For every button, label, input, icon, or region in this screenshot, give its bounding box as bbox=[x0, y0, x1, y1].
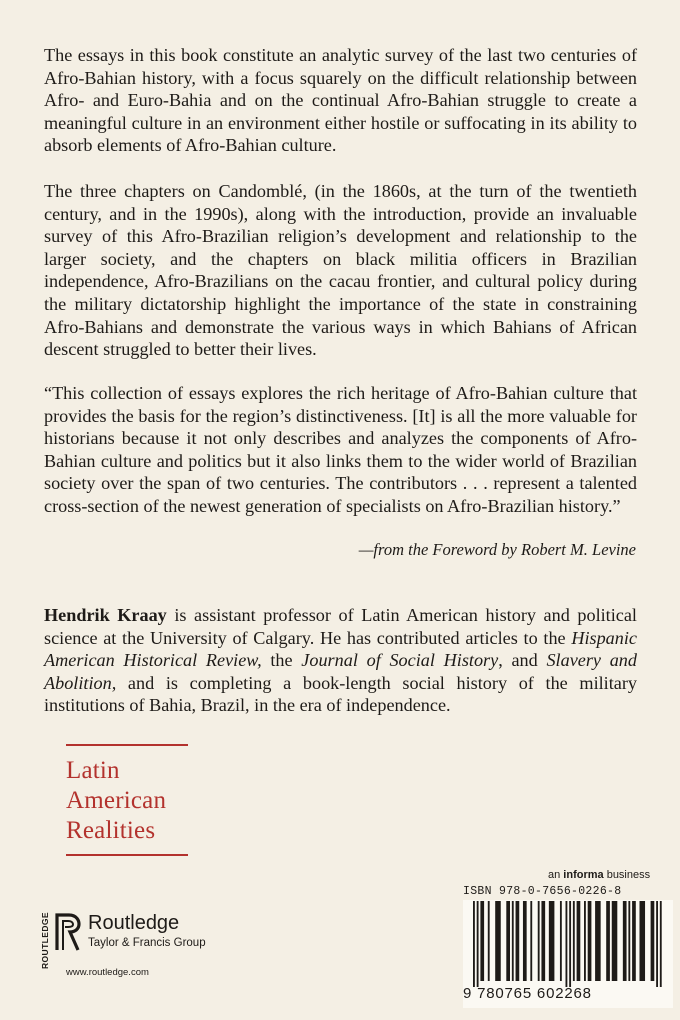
barcode-bar bbox=[640, 901, 646, 981]
barcode-bar bbox=[473, 901, 475, 987]
foreword-quote: “This collection of essays explores the rich heritage of Afro-Bahian culture that provides the basis for the region’s distinctiveness. [It] is all the more valuable for historians because it not only describes and analyzes the components of Afro-Bahian culture and politics but it also links them to the wider world of Brazilian society over the span of two centuries. The contributors . . . represent a talented cross-section of the newest generation of specialists on Afro-Brazilian history.” bbox=[44, 383, 637, 516]
barcode-bar bbox=[656, 901, 658, 987]
barcode-icon bbox=[463, 901, 673, 991]
barcode-bar bbox=[573, 901, 575, 981]
barcode-bar bbox=[495, 901, 501, 981]
barcode-bar bbox=[477, 901, 479, 987]
barcode-bar bbox=[541, 901, 545, 981]
barcode-bar bbox=[660, 901, 662, 987]
series-line-1: Latin bbox=[66, 757, 120, 784]
informa-pre: an bbox=[548, 869, 564, 881]
informa-tagline bbox=[548, 869, 650, 881]
publisher-vertical-mark: ROUTLEDGE bbox=[40, 912, 50, 970]
barcode-bar bbox=[651, 901, 655, 981]
barcode-bar bbox=[628, 901, 630, 981]
barcode-bar bbox=[480, 901, 484, 981]
barcode-digits: 9 780765 602268 bbox=[463, 985, 592, 1002]
author-bio-text-2: the bbox=[261, 650, 302, 671]
barcode-bar bbox=[488, 901, 490, 981]
description-paragraph-2: The three chapters on Candomblé, (in the 1860s, at the turn of the twentieth century, and in the 1990s), along with the introduction, provide an invaluable survey of this Afro-Brazilian religion’s development and relationship to the larger society, and the chapters on black militia officers in Brazilian independence, Afro-Brazilians on the cacau frontier, and cultural policy during the military dictatorship highlight the importance of the state in constraining Afro-Bahians and demonstrate the various ways in which Bahians of African descent struggled to better their lives. bbox=[44, 181, 637, 360]
journal-title-3: Slavery and Abolition, bbox=[44, 650, 637, 693]
informa-brand: informa bbox=[563, 869, 604, 881]
barcode-bar bbox=[549, 901, 555, 981]
barcode-bar bbox=[566, 901, 568, 987]
author-bio-text-1: is assistant professor of Latin American history and political science at the University of Calgary. He has contributed articles to the bbox=[44, 605, 637, 648]
barcode-bar bbox=[569, 901, 571, 987]
publisher-group: Taylor & Francis Group bbox=[88, 937, 206, 949]
barcode-bars bbox=[463, 901, 673, 987]
barcode-bar bbox=[632, 901, 636, 981]
barcode-bar bbox=[506, 901, 510, 981]
journal-title-1: Hispanic American Historical Review, bbox=[44, 627, 637, 671]
barcode-bar bbox=[623, 901, 627, 981]
barcode-bar bbox=[606, 901, 610, 981]
barcode-bar bbox=[588, 901, 592, 981]
author-bio bbox=[44, 604, 637, 717]
author-bio-text-4: and is completing a book-length social history of the military institutions of Bahia, Brazil, in the era of independence. bbox=[44, 672, 637, 716]
series-line-3: Realities bbox=[66, 817, 156, 844]
publisher-name: Routledge bbox=[88, 912, 180, 934]
barcode-bar bbox=[612, 901, 618, 981]
series-logo bbox=[66, 744, 188, 856]
barcode-bar bbox=[530, 901, 532, 981]
author-bio-text-3: , and bbox=[498, 650, 547, 671]
barcode-bar bbox=[584, 901, 586, 981]
barcode-bar bbox=[512, 901, 514, 981]
series-line-2: American bbox=[66, 787, 167, 814]
barcode-bar bbox=[577, 901, 581, 981]
barcode-bar bbox=[538, 901, 540, 981]
isbn-label: ISBN 978-0-7656-0226-8 bbox=[463, 885, 622, 898]
barcode-bar bbox=[595, 901, 601, 981]
barcode-bar bbox=[560, 901, 562, 981]
barcode-bar bbox=[516, 901, 520, 981]
journal-title-2: Journal of Social History bbox=[301, 650, 499, 671]
informa-post: business bbox=[603, 869, 651, 881]
quote-attribution: —from the Foreword by Robert M. Levine bbox=[358, 540, 636, 559]
author-name: Hendrik Kraay bbox=[44, 605, 167, 625]
routledge-r-icon bbox=[54, 912, 82, 952]
publisher-url[interactable]: www.routledge.com bbox=[66, 967, 149, 978]
barcode-bar bbox=[523, 901, 527, 981]
publisher-logo bbox=[40, 910, 240, 982]
description-paragraph-1: The essays in this book constitute an analytic survey of the last two centuries of Afro-Bahian history, with a focus squarely on the difficult relationship between Afro- and Euro-Bahia and on the continual Afro-Bahian struggle to create a meaningful culture in an environment either hostile or suffocating in its ability to absorb elements of Afro-Bahian culture. bbox=[44, 45, 637, 156]
